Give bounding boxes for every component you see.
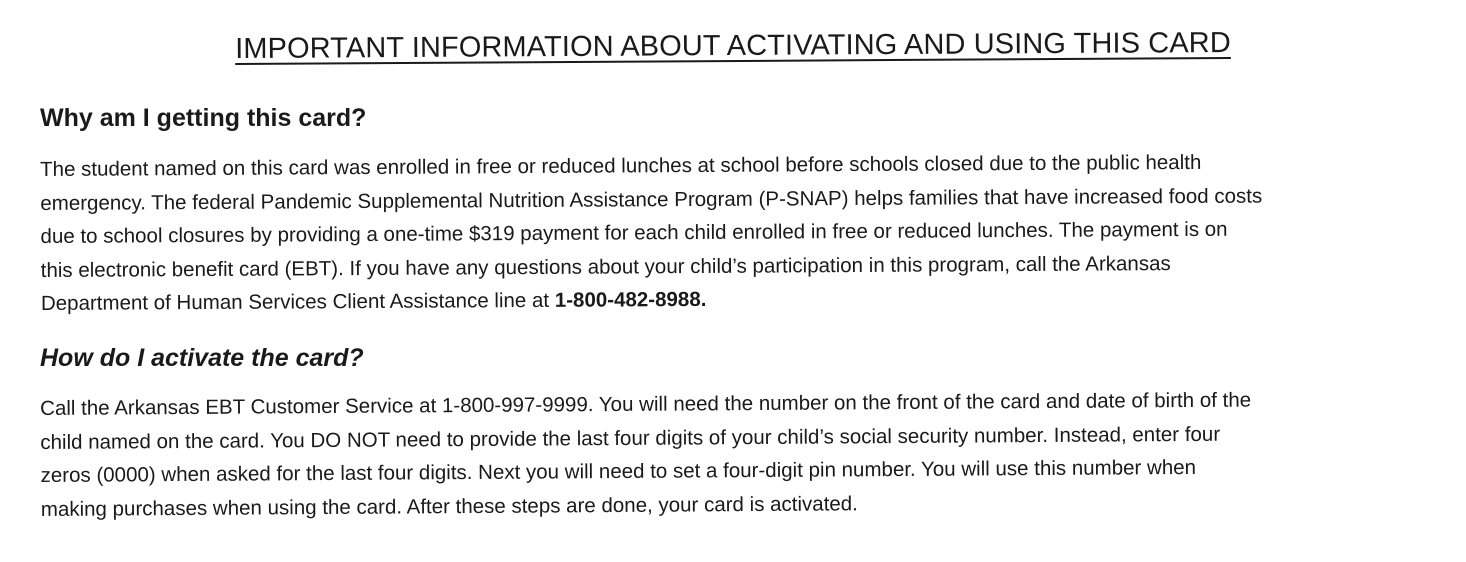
paragraph-line: this electronic benefit card (EBT). If you have any questions about your child’s participation in this program, call the Arkansas bbox=[40, 251, 1171, 282]
section-body-activate bbox=[40, 382, 1441, 526]
document-title: IMPORTANT INFORMATION ABOUT ACTIVATING AND USING THIS CARD bbox=[235, 26, 1231, 66]
paragraph-line: making purchases when using the card. After these steps are done, your card is activated. bbox=[40, 491, 858, 521]
paragraph-line: The student named on this card was enrolled in free or reduced lunches at school before schools closed due to the public health bbox=[40, 150, 1202, 181]
paragraph-line-last bbox=[41, 278, 1441, 320]
section-body-why bbox=[40, 144, 1441, 320]
client-assistance-phone: 1-800-482-8988. bbox=[554, 287, 707, 312]
paragraph-line: due to school closures by providing a one-time $319 payment for each child enrolled in free or reduced lunches. The payment is on bbox=[40, 217, 1228, 248]
section-heading-activate: How do I activate the card? bbox=[40, 344, 364, 372]
paragraph-line-text: Department of Human Services Client Assistance line at bbox=[40, 288, 555, 315]
paragraph-line: zeros (0000) when asked for the last four digits. Next you will need to set a four-digit pin number. You will use this number when bbox=[40, 455, 1197, 487]
paragraph-line: child named on the card. You DO NOT need to provide the last four digits of your child’s social security number. Instead, enter four bbox=[40, 422, 1221, 454]
section-heading-why: Why am I getting this card? bbox=[40, 104, 367, 132]
paragraph-line: Call the Arkansas EBT Customer Service at 1-800-997-9999. You will need the number on the front of the card and date of birth of the bbox=[40, 388, 1252, 420]
paragraph-line: emergency. The federal Pandemic Supplemental Nutrition Assistance Program (P-SNAP) helps families that have increased food costs bbox=[40, 184, 1263, 215]
